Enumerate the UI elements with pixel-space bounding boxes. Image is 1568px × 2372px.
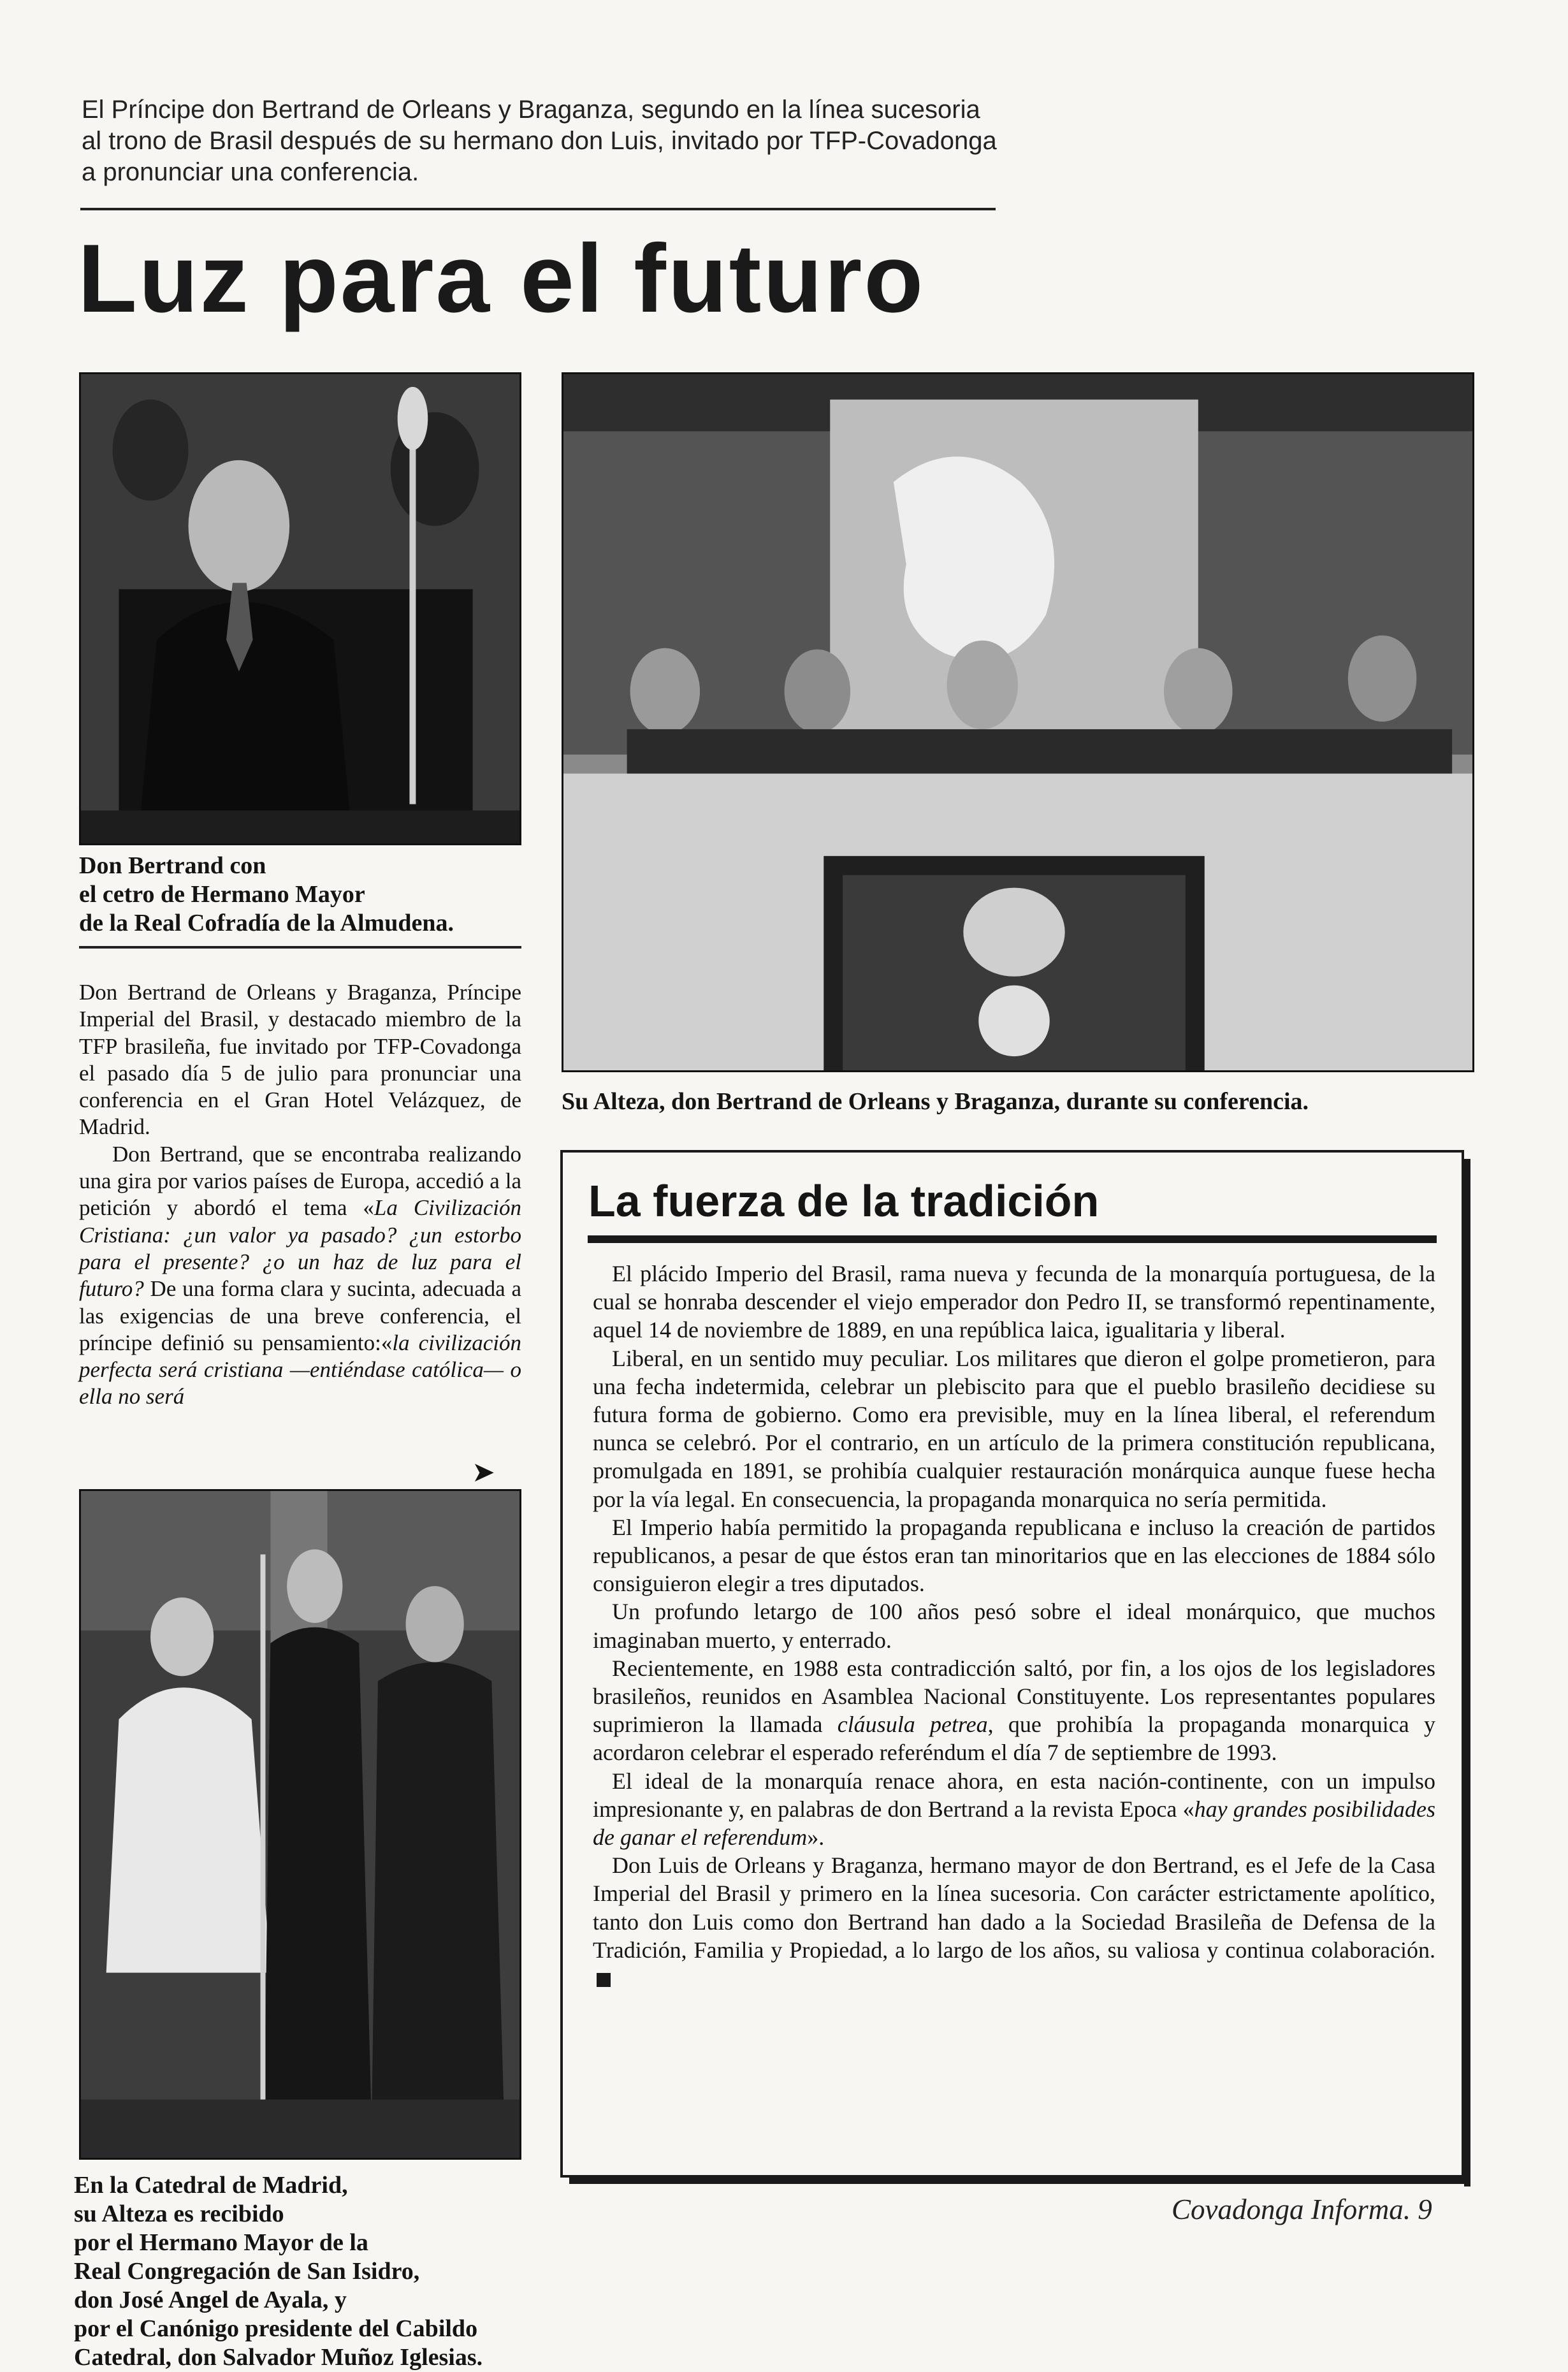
left-article-quote: la civilización perfecta será cristiana —entiéndase católica— o ella no será xyxy=(79,1330,521,1409)
intro-deck: El Príncipe don Bertrand de Orleans y Braganza, segundo en la línea sucesoria al trono de Brasil después de su hermano don Luis, invitado por TFP-Covadonga a pronunciar una conferencia. xyxy=(82,96,997,186)
sidebar-rule xyxy=(588,1235,1437,1243)
sidebar-text: ». xyxy=(807,1824,825,1851)
sidebar-paragraph xyxy=(593,1767,1435,1852)
sidebar-shadow xyxy=(1464,1159,1470,2186)
caption-bertrand-line: el cetro de Hermano Mayor xyxy=(79,881,365,908)
continue-arrow-icon: ➤ xyxy=(472,1457,495,1488)
photo-cathedral xyxy=(79,1489,521,2160)
sidebar-paragraph: Un profundo letargo de 100 años pesó sobre el ideal monárquico, que muchos imaginaban muerto, y enterrado. xyxy=(593,1599,1435,1653)
sidebar-body xyxy=(593,1260,1435,1992)
page-footer: Covadonga Informa. 9 xyxy=(1172,2194,1432,2225)
left-article-paragraph xyxy=(79,1141,521,1411)
photo-conference-graphic xyxy=(563,374,1472,1070)
caption-bertrand-line: de la Real Cofradía de la Almudena. xyxy=(79,910,454,936)
sidebar-italic-quote: hay grandes posibilidades de ganar el referendum xyxy=(593,1796,1436,1851)
caption-cathedral-line: don José Angel de Ayala, y xyxy=(74,2287,347,2313)
photo-bertrand-sceptre xyxy=(79,372,521,845)
sidebar-paragraph: El plácido Imperio del Brasil, rama nueva y fecunda de la monarquía portuguesa, de la cual se honraba descender el viejo emperador don Pedro II, se transformó repentinamente, aquel 14 de noviembre de 1889, en una república laica, igualitaria y liberal. xyxy=(593,1261,1435,1343)
sidebar-text: El ideal de la monarquía renace ahora, en esta nación-continente, con un impulso impresionante y, en palabras de don Bertrand a la revista Epoca « xyxy=(593,1768,1435,1822)
photo-conference xyxy=(562,372,1474,1072)
caption-conference: Su Alteza, don Bertrand de Orleans y Braganza, durante su conferencia. xyxy=(562,1088,1309,1115)
caption-cathedral-line: por el Hermano Mayor de la xyxy=(74,2229,368,2256)
sidebar-text: Recientemente, en 1988 esta contradicción saltó, por fin, a los ojos de los legisladores brasileños, reunidos en Asamblea Nacional Constituyente. Los representantes populares suprimieron la llamada xyxy=(593,1655,1435,1738)
caption-cathedral xyxy=(74,2171,533,2372)
sidebar-italic-term: cláusula petrea xyxy=(837,1712,988,1738)
caption-bertrand-line: Don Bertrand con xyxy=(79,852,266,879)
left-article-body xyxy=(79,979,521,1411)
caption-cathedral-line: su Alteza es recibido xyxy=(74,2201,284,2227)
left-article-text: Don Bertrand, que se encontraba realizando una gira por varios países de Europa, accedió a la petición y abordó el tema « xyxy=(79,1141,521,1221)
sidebar-title: La fuerza de la tradición xyxy=(588,1176,1100,1226)
photo-bertrand-graphic xyxy=(81,374,519,843)
left-article-text: De una forma clara y sucinta, adecuada a las exigencias de una breve conferencia, el príncipe definió su pensamiento:« xyxy=(79,1276,521,1355)
caption-bertrand xyxy=(79,852,525,938)
sidebar-paragraph xyxy=(593,1654,1435,1767)
headline: Luz para el futuro xyxy=(78,224,926,333)
sidebar-paragraph: El Imperio había permitido la propaganda republicana e incluso la creación de partidos republicanos, a pesar de que éstos eran tan minoritarios que en las elecciones de 1884 sólo consiguieron elegir a tres diputados. xyxy=(593,1514,1435,1597)
sidebar-shadow xyxy=(569,2178,1470,2184)
left-article-lecture-title: La Civilización Cristiana: ¿un valor ya pasado? ¿un estorbo para el presente? ¿o un haz de luz para el futuro? xyxy=(79,1195,521,1302)
caption-cathedral-line: En la Catedral de Madrid, xyxy=(74,2172,348,2199)
caption-cathedral-line: Real Congregación de San Isidro, xyxy=(74,2258,420,2285)
caption-cathedral-line: por el Canónigo presidente del Cabildo xyxy=(74,2315,478,2342)
caption-rule xyxy=(79,946,521,949)
sidebar-paragraph xyxy=(593,1851,1435,1992)
left-article-paragraph: Don Bertrand de Orleans y Braganza, Príncipe Imperial del Brasil, y destacado miembro de la TFP brasileña, fue invitado por TFP-Covadonga el pasado día 5 de julio para pronunciar una conferencia en el Gran Hotel Velázquez, de Madrid. xyxy=(79,980,521,1140)
sidebar-text: Don Luis de Orleans y Braganza, hermano mayor de don Bertrand, es el Jefe de la Casa Imperial del Brasil y primero en la línea sucesoria. Con carácter estrictamente apolítico, tanto don Luis como don Bertrand han dado a la Sociedad Brasileña de Defensa de la Tradición, Familia y Propiedad, a lo largo de los años, su valiosa y continua colaboración. xyxy=(593,1852,1435,1963)
end-mark-icon xyxy=(597,1973,611,1987)
sidebar-paragraph: Liberal, en un sentido muy peculiar. Los militares que dieron el golpe prometieron, para una fecha indetermida, celebrar un plebiscito para que el pueblo brasileño decidiese su futura forma de gobierno. Como era previsible, muy en la línea liberal, el referendum nunca se celebró. Por el contrario, en un artículo de la primera constitución republicana, promulgada en 1891, se prohibía cualquier restauración monárquica aunque fuese hecha por la vía legal. En consecuencia, la propaganda monarquica no sería permitida. xyxy=(593,1345,1435,1512)
caption-cathedral-line: Catedral, don Salvador Muñoz Iglesias. xyxy=(74,2344,483,2371)
intro-rule xyxy=(80,208,996,210)
sidebar-text: , que prohibía la propaganda monarquica y acordaron celebrar el esperado referéndum el día 7 de septiembre de 1993. xyxy=(593,1712,1436,1766)
photo-cathedral-graphic xyxy=(81,1491,519,2158)
